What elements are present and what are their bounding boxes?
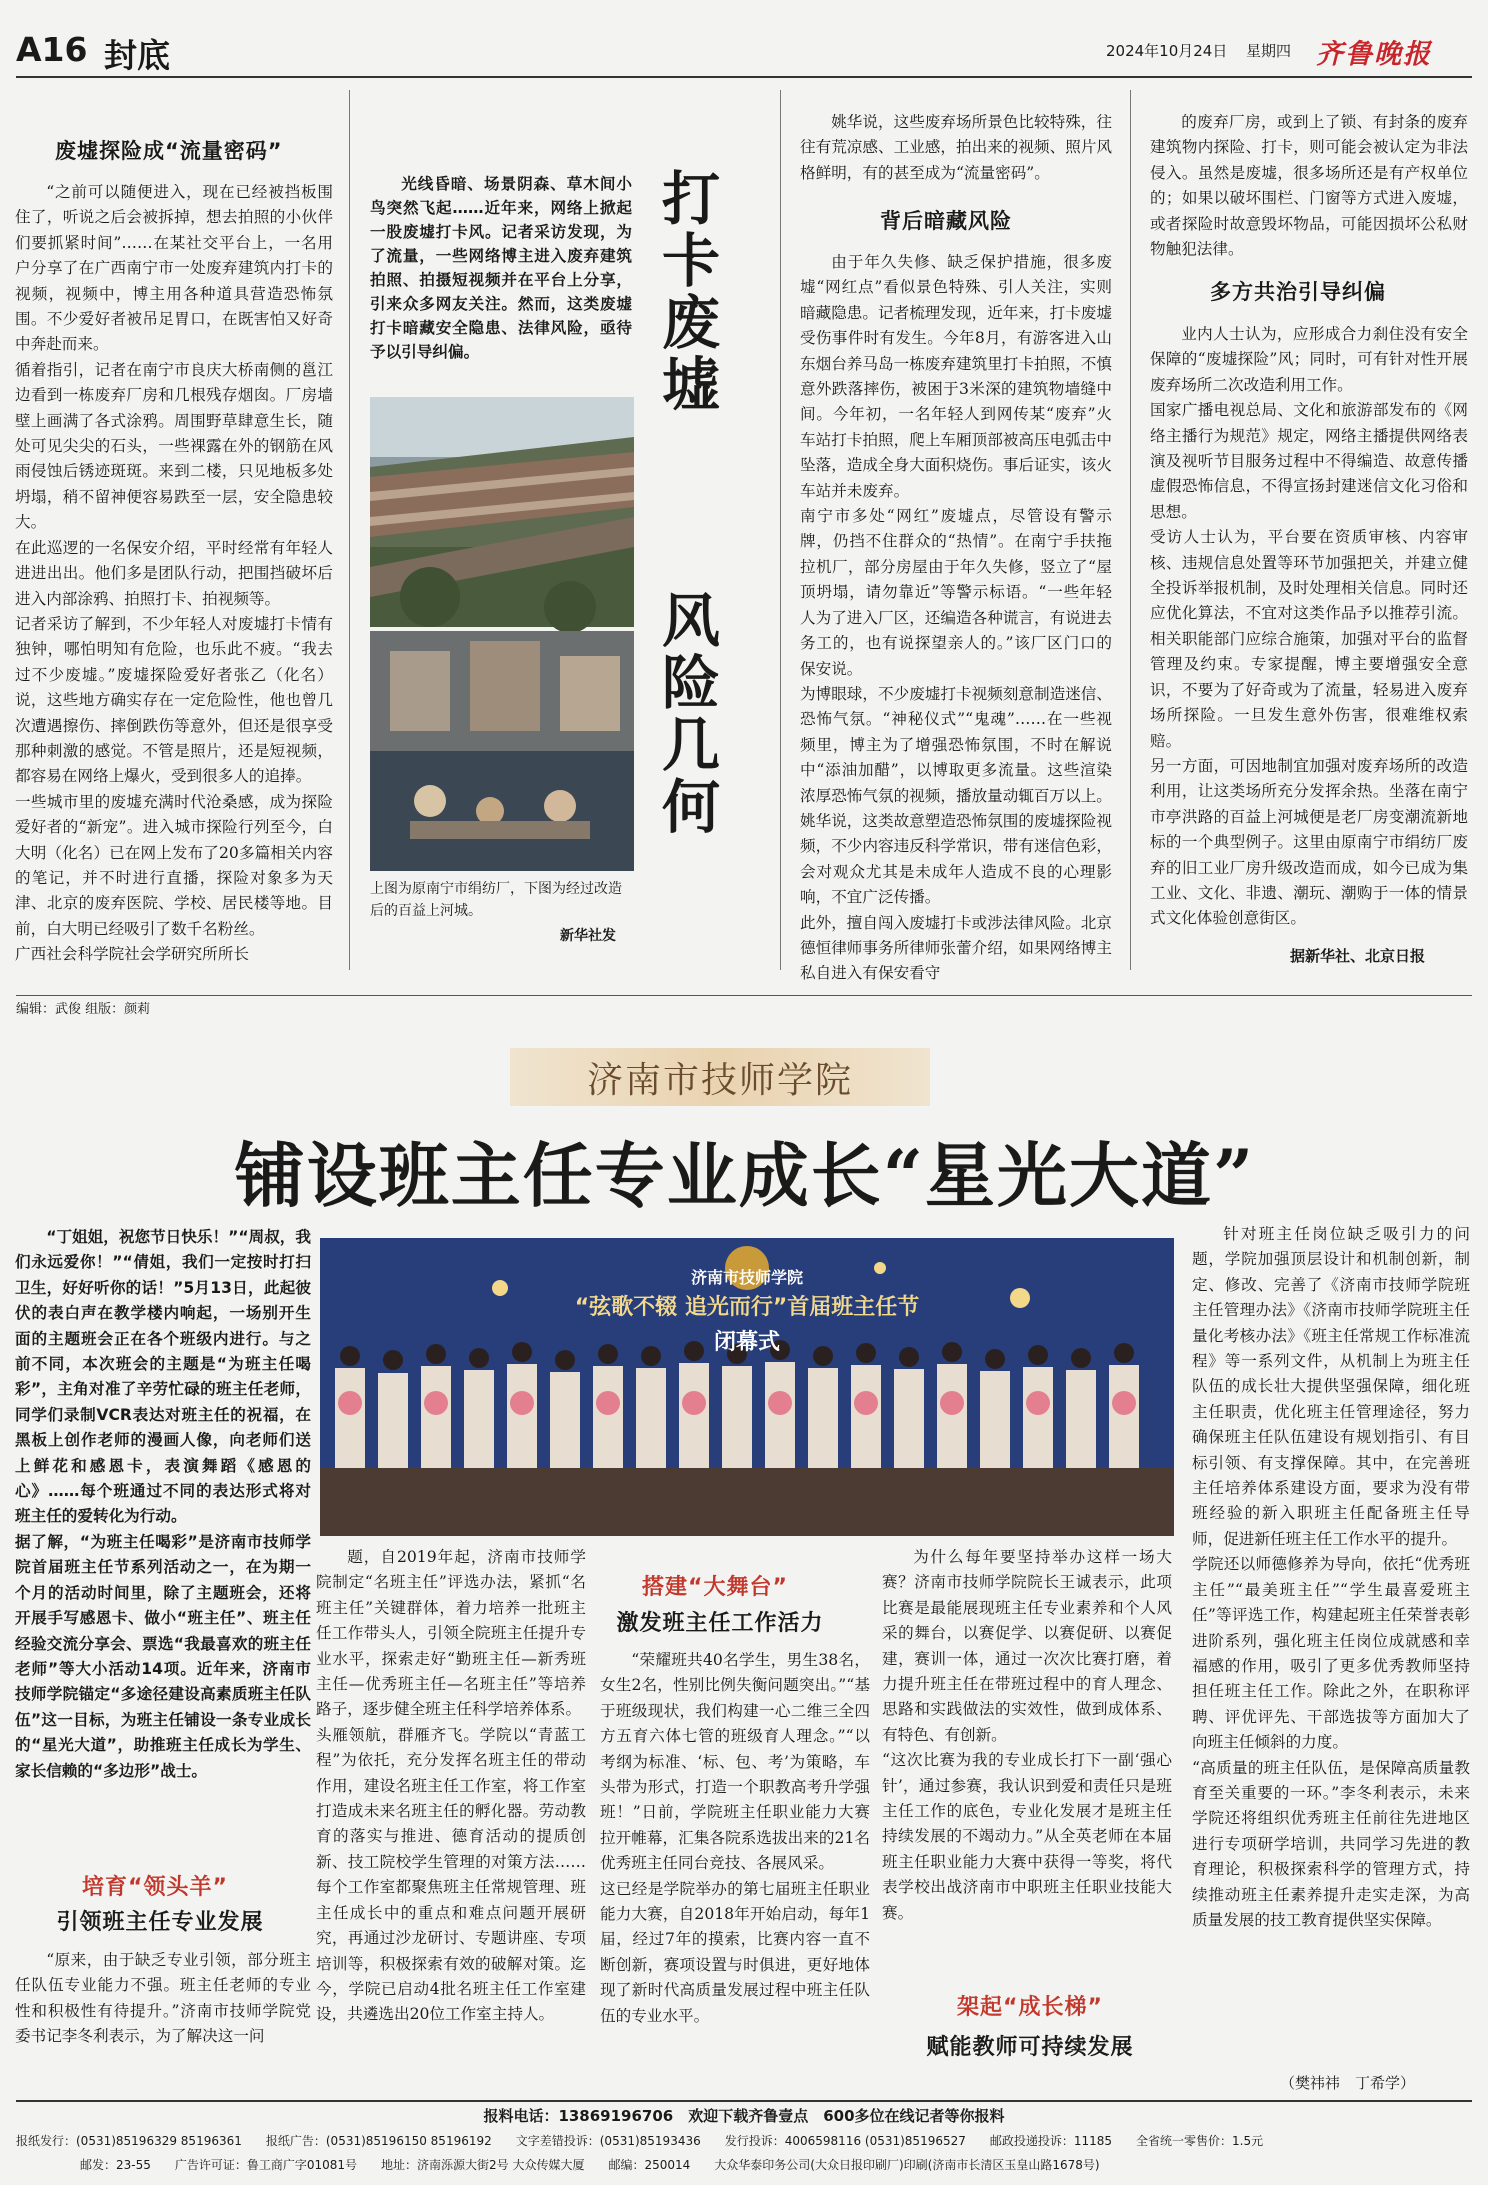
footer-rule	[16, 2100, 1472, 2102]
ad-left-col: “丁姐姐，祝您节日快乐！”“周叔，我们永远爱你！”“倩姐，我们一定按时打扫卫生，好好听你的话！”5月13日，此起彼伏的表白声在教学楼内响起，一场别开生面的主题班会正在各个班级内进行。与之前不同，本次班会的主题是“为班主任喝彩”，主角对准了辛劳忙碌的班主任老师，同学们录制VCR表达对班主任的祝福，在黑板上创作老师的漫画人像，向老师们送上鲜花和感恩卡，表演舞蹈《感恩的心》……每个班通过不同的表达形式将对班主任的爱转化为行动。 据了解，“为班主任喝彩”是济南市技师学院首届班主任节系列活动之一，在为期一个月的活动时间里，除了主题班会，还将开展手写感恩卡、做小“班主任”、班主任经验交流分享会、票选“我最喜欢的班主任老师”等大小活动14项。近年来，济南市技师学院锚定“多途径建设高素质班主任队伍”这一目标，为班主任铺设一条专业成长的“星光大道”，助推班主任成长为学生、家长信赖的“多边形”战士。	[15, 1228, 311, 1780]
photo-caption: 上图为原南宁市绢纺厂，下图为经过改造后的百益上河城。	[370, 881, 622, 919]
ad-mid-col-a: 题，自2019年起，济南市技师学院制定“名班主任”评选办法，紧抓“名班主任”关键群体，着力培养一批班主任工作带头人，引领全院班主任提升专业水平，探索走好“勤班主任—新秀班主任—优秀班主任—名班主任”等培养路子，逐步健全班主任科学培养体系。 头雁领航，群雁齐飞。学院以“青蓝工程”为依托，充分发挥名班主任的带动作用，建设名班主任工作室，将工作室打造成未来名班主任的孵化器。劳动教育的落实与推进、德育活动的提质创新、技工院校学生管理的对策方法……每个工作室都聚焦班主任常规管理、班主任成长中的重点和难点问题开展研究，再通过沙龙研讨、专题讲座、专项培训等，积极探索有效的破解对策。迄今，学院已启动4批名班主任工作室建设，共遴选出20位工作室主持人。	[316, 1548, 586, 2024]
footer-hotline: 报料电话：13869196706 欢迎下载齐鲁壹点 600多位在线记者等你报料	[483, 2107, 1005, 2125]
subhead-hidden-risk: 背后暗藏风险	[880, 209, 1012, 233]
article1-col4-top: 的废弃厂房，或到上了锁、有封条的废弃建筑物内探险、打卡，则可能会被认定为非法侵入。虽然是废墟，很多场所还是有产权单位的；如果以破坏围栏、门窗等方式进入废墟，或者探险时故意毁坏物品，可能因损坏公私财物触犯法律。	[1150, 113, 1468, 259]
ad-right-col: 针对班主任岗位缺乏吸引力的问题，学院加强顶层设计和机制创新，制定、修改、完善了《济南市技师学院班主任管理办法》《济南市技师学院班主任量化考核办法》《班主任常规工作标准流程》等一系列文件，从机制上为班主任队伍的成长壮大提供坚强保障，细化班主任职责，优化班主任管理途径，努力确保班主任队伍建设有规划指引、有目标引领、有支撑保障。其中，在完善班主任培养体系建设方面，要求为没有带班经验的新入职班主任配备班主任导师，促进新任班主任工作水平的提升。 学院还以师德修养为导向，依托“优秀班主任”“最美班主任”“学生最喜爱班主任”等评选工作，构建起班主任荣誉表彰进阶系列，强化班主任岗位成就感和幸福感的作用，吸引了更多优秀教师坚持担任班主任工作。除此之外，在职称评聘、评优评先、干部选拔等方面加大了向班主任倾斜的力度。 “高质量的班主任队伍，是保障高质量教育至关重要的一环。”李冬利表示，未来学院还将组织优秀班主任前往先进地区进行专项研学培训，共同学习先进的教育理论，积极探索科学的管理方式，持续推动班主任素养提升走实走深，为高质量发展的技工教育提供坚实保障。	[1192, 1225, 1470, 1929]
article1-col3-top: 姚华说，这些废弃场所景色比较特殊，往往有荒凉感、工业感，拍出来的视频、照片风格鲜明，有的甚至成为“流量密码”。	[800, 113, 1112, 182]
vertical-title-1: 打卡废墟	[652, 168, 720, 416]
col-divider	[780, 90, 781, 970]
tag-leader: 培育“领头羊”	[82, 1875, 228, 1900]
section-rule	[16, 995, 1472, 996]
ad-banner: 济南市技师学院	[586, 1060, 853, 1101]
photo-banner-line3: 闭幕式	[713, 1330, 780, 1355]
article1-col3: 由于年久失修、缺乏保护措施，很多废墟“网红点”看似景色特殊、引人关注，实则暗藏隐患。记者梳理发现，近年来，打卡废墟受伤事件时有发生。今年8月，有游客进入山东烟台养马岛一栋废弃建筑里打卡拍照，不慎意外跌落摔伤，被困于3米深的建筑物墙缝中间。今年初，一名年轻人到网传某“废弃”火车站打卡拍照，爬上车厢顶部被高压电弧击中坠落，造成全身大面积烧伤。事后证实，该火车站并未废弃。 南宁市多处“网红”废墟点，尽管设有警示牌，仍挡不住群众的“热情”。在南宁手扶拖拉机厂，部分房屋由于年久失修，竖立了“屋顶坍塌，请勿靠近”等警示标语。“一些年轻人为了进入厂区，还编造各种谎言，有说进去务工的，也有说探望亲人的。”该厂区门口的保安说。 为博眼球，不少废墟打卡视频刻意制造迷信、恐怖气氛。“神秘仪式”“鬼魂”……在一些视频里，博主为了增强恐怖氛围，不时在解说中“添油加醋”，以博取更多流量。这些渲染浓厚恐怖气氛的视频，播放量动辄百万以上。 姚华说，这类故意塑造恐怖氛围的废墟探险视频，不少内容违反科学常识，带有迷信色彩，会对观众尤其是未成年人造成不良的心理影响，不宜广泛传播。 此外，擅自闯入废墟打卡或涉法律风险。北京德恒律师事务所律师张蕾介绍，如果网络博主私自进入有保安看守	[800, 253, 1112, 983]
tag-ladder: 架起“成长梯”	[957, 1995, 1103, 2020]
section-name: 封底	[104, 36, 170, 75]
footer-line1: 报纸发行：(0531)85196329 85196361 报纸广告：(0531)85196150 85196192 文字差错投诉：(0531)85193436 发行投诉：4006598116 (0531)85196527 邮政投递投诉：11185 全省统一零售价：1.5元	[16, 2134, 1264, 2148]
photo-banner-line1: 济南市技师学院	[690, 1268, 803, 1287]
ad-mid-col-c: 为什么每年要坚持举办这样一场大赛？济南市技师学院院长王诚表示，此项比赛是最能展现班主任专业素养和个人风采的舞台，以赛促学、以赛促研、以赛促建，赛训一体，通过一次次比赛打磨，着力提升班主任在带班过程中的育人理念、思路和实践做法的实效性，做到成体系、有特色、有创新。 “这次比赛为我的专业成长打下一副‘强心针’，通过参赛，我认识到爱和责任只是班主任工作的底色，专业化发展才是班主任持续发展的不竭动力。”从全英老师在本届班主任职业能力大赛中获得一等奖，将代表学校出战济南市中职班主任职业技能大赛。	[882, 1548, 1172, 1922]
photo-credit: 新华社发	[560, 928, 616, 944]
ad-mid-col-b: “荣耀班共40名学生，男生38名，女生2名，性别比例失衡问题突出。”“基于班级现状，我们构建一心二维三全四方五育六体七管的班级育人理念。”“以考纲为标准、‘标、包、考’为策略，车头带为形式，打造一个职教高考升学强班！”日前，学院班主任职业能力大赛拉开帷幕，汇集各院系选拔出来的21名优秀班主任同台竞技、各展风采。 这已经是学院举办的第七届班主任职业能力大赛，自2018年开始启动，每年1届，经过7年的摸索，比赛内容一直不断创新，赛项设置与时俱进，更好地体现了新时代高质量发展过程中班主任队伍的专业水平。	[600, 1651, 870, 2025]
tag-stage: 搭建“大舞台”	[642, 1575, 788, 1600]
subhead-flow-code: 废墟探险成“流量密码”	[55, 139, 283, 163]
ad-left-col-2: “原来，由于缺乏专业引领，部分班主任队伍专业能力不强。班主任老师的专业性和积极性有待提升。”济南市技师学院党委书记李冬利表示，为了解决这一问	[15, 1951, 311, 2046]
subhead-multi-governance: 多方共治引导纠偏	[1210, 280, 1386, 304]
masthead-rule	[16, 76, 1472, 78]
photo-banner-line2: “弦歌不辍 追光而行”首届班主任节	[574, 1295, 920, 1320]
page-number: A16	[16, 30, 88, 69]
footer-line2: 邮发：23-55 广告许可证：鲁工商广字01081号 地址：济南泺源大街2号 大众传媒大厦 邮编：250014 大众华泰印务公司(大众日报印刷厂)印刷(济南市长清区玉皇山路1678号)	[80, 2158, 1100, 2172]
col-divider	[349, 90, 350, 970]
issue-date: 2024年10月24日	[1106, 42, 1228, 60]
source-credit: 据新华社、北京日报	[1290, 947, 1426, 965]
sub-leader: 引领班主任专业发展	[56, 1910, 264, 1935]
photo-old-factory	[370, 397, 634, 627]
sub-stage: 激发班主任工作活力	[616, 1611, 824, 1636]
sub-ladder: 赋能教师可持续发展	[926, 2035, 1134, 2060]
col-divider	[1130, 90, 1131, 970]
lead-paragraph: 光线昏暗、场景阴森、草木间小鸟突然飞起……近年来，网络上掀起一股废墟打卡风。记者采访发现，为了流量，一些网络博主进入废弃建筑拍照、拍摄短视频并在平台上分享，引来众多网友关注。然而，这类废墟打卡暗藏安全隐患、法律风险，亟待予以引导纠偏。	[370, 175, 632, 361]
masthead	[16, 30, 1472, 75]
photo-renovated-district	[370, 631, 634, 871]
ad-byline: （樊祎祎 丁希学）	[1280, 2074, 1416, 2092]
paper-logo: 齐鲁晚报	[1316, 39, 1432, 70]
article1-col1: “之前可以随便进入，现在已经被挡板围住了，听说之后会被拆掉，想去拍照的小伙伴们要抓紧时间”……在某社交平台上，一名用户分享了在广西南宁市一处废弃建筑内打卡的视频，视频中，博主用各种道具营造恐怖氛围。不少爱好者被吊足胃口，在既害怕又好奇中奔赴而来。 循着指引，记者在南宁市良庆大桥南侧的邕江边看到一栋废弃厂房和几根残存烟囱。厂房墙壁上画满了各式涂鸦。周围野草肆意生长，随处可见尖尖的石头，一些裸露在外的钢筋在风雨侵蚀后锈迹斑斑。来到二楼，只见地板多处坍塌，稍不留神便容易跌至一层，安全隐患较大。 在此巡逻的一名保安介绍，平时经常有年轻人进进出出。他们多是团队行动，把围挡破坏后进入内部涂鸦、拍照打卡、拍视频等。 记者采访了解到，不少年轻人对废墟打卡情有独钟，哪怕明知有危险，也乐此不疲。“我去过不少废墟。”废墟探险爱好者张乙（化名）说，这些地方确实存在一定危险性，他也曾几次遭遇擦伤、摔倒跌伤等意外，但还是很享受那种刺激的感觉。不管是照片，还是短视频，都容易在网络上爆火，受到很多人的追捧。 一些城市里的废墟充满时代沧桑感，成为探险爱好者的“新宠”。进入城市探险行列至今，白大明（化名）已在网上发布了20多篇相关内容的笔记，并不时进行直播，探险对象多为天津、北京的废弃医院、学校、居民楼等地。目前，白大明已经吸引了数千名粉丝。 广西社会科学院社会学研究所所长	[15, 183, 333, 964]
editors-line: 编辑：武俊 组版：颜莉	[16, 1002, 151, 1017]
issue-weekday: 星期四	[1246, 42, 1292, 60]
vertical-title-2: 风险几何	[652, 590, 720, 838]
article1-col4: 业内人士认为，应形成合力刹住没有安全保障的“废墟探险”风；同时，可有针对性开展废弃场所二次改造利用工作。 国家广播电视总局、文化和旅游部发布的《网络主播行为规范》规定，网络主播提供网络表演及视听节目服务过程中不得编造、故意传播虚假恐怖信息，不得宣扬封建迷信文化习俗和思想。 受访人士认为，平台要在资质审核、内容审核、违规信息处置等环节加强把关，并建立健全投诉举报机制，及时处理相关信息。同时还应优化算法，不宜对这类作品予以推荐引流。相关职能部门应综合施策，加强对平台的监督管理及约束。专家提醒，博主要增强安全意识，不要为了好奇或为了流量，轻易进入废弃场所探险。一旦发生意外伤害，很难维权索赔。 另一方面，可因地制宜加强对废弃场所的改造利用，让这类场所充分发挥余热。坐落在南宁市亭洪路的百益上河城便是老厂房变潮流新地标的一个典型例子。这里由原南宁市绢纺厂废弃的旧工业厂房升级改造而成，如今已成为集工业、文化、非遗、潮玩、潮购于一体的情景式文化体验创意街区。	[1150, 325, 1468, 928]
ad-headline: 铺设班主任专业成长“星光大道”	[234, 1134, 1256, 1217]
